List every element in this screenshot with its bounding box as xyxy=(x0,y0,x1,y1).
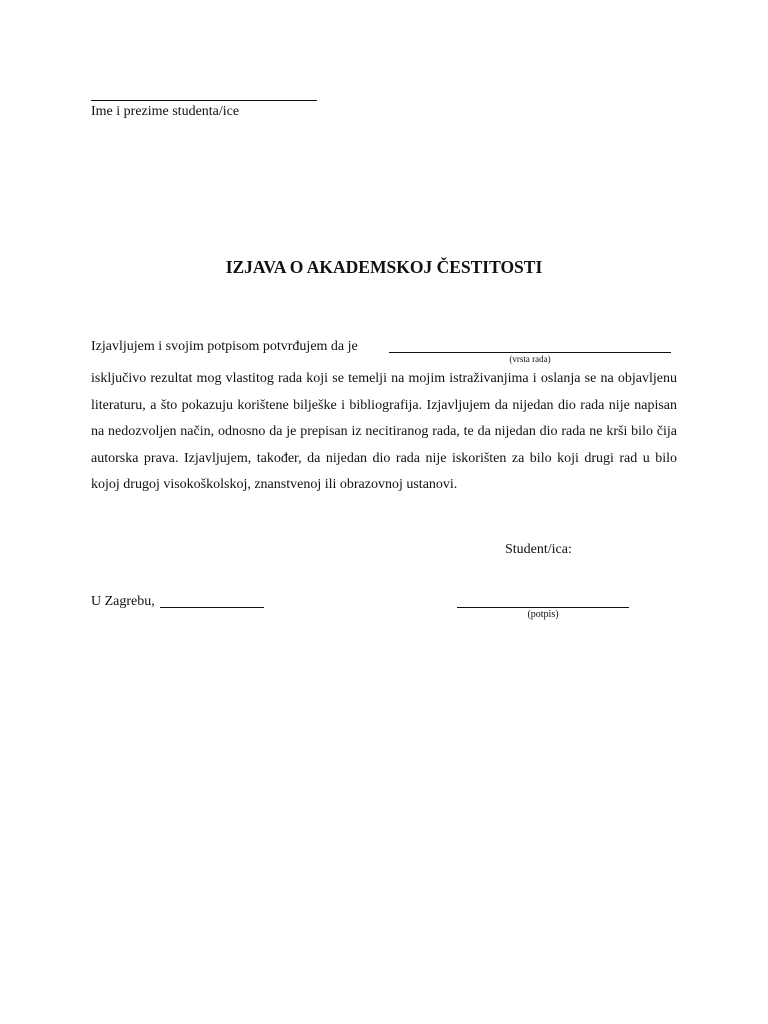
place-date-label: U Zagrebu, xyxy=(91,594,155,609)
student-name-line xyxy=(91,100,317,101)
declaration-body: isključivo rezultat mog vlastitog rada koji se temelji na mojim istraživanjima i oslanja se na objavljenu literaturu, a što pokazuju korištene bilješke i bibliografija. Izjavljujem da nijedan dio rada nije napisan na nedozvoljen način, odnosno da je prepisan iz necitiranog rada, te da nijedan dio rada ne krši bilo čija autorska prava. Izjavljujem, također, da nijedan dio rada nije iskorišten za bilo koji drugi rad u bilo kojoj drugoj visokoškolskoj, znanstvenoj ili obrazovnoj ustanovi. xyxy=(91,371,677,492)
signature-caption: (potpis) xyxy=(527,609,559,620)
student-name-caption: Ime i prezime studenta/ice xyxy=(91,104,240,119)
work-type-caption: (vrsta rada) xyxy=(509,354,551,364)
student-label: Student/ica: xyxy=(505,542,572,557)
document-title: IZJAVA O AKADEMSKOJ ČESTITOSTI xyxy=(225,257,543,277)
work-type-line xyxy=(389,352,671,353)
signature-line xyxy=(457,607,629,608)
declaration-intro: Izjavljujem i svojim potpisom potvrđujem da je xyxy=(91,339,358,354)
date-line xyxy=(160,607,264,608)
